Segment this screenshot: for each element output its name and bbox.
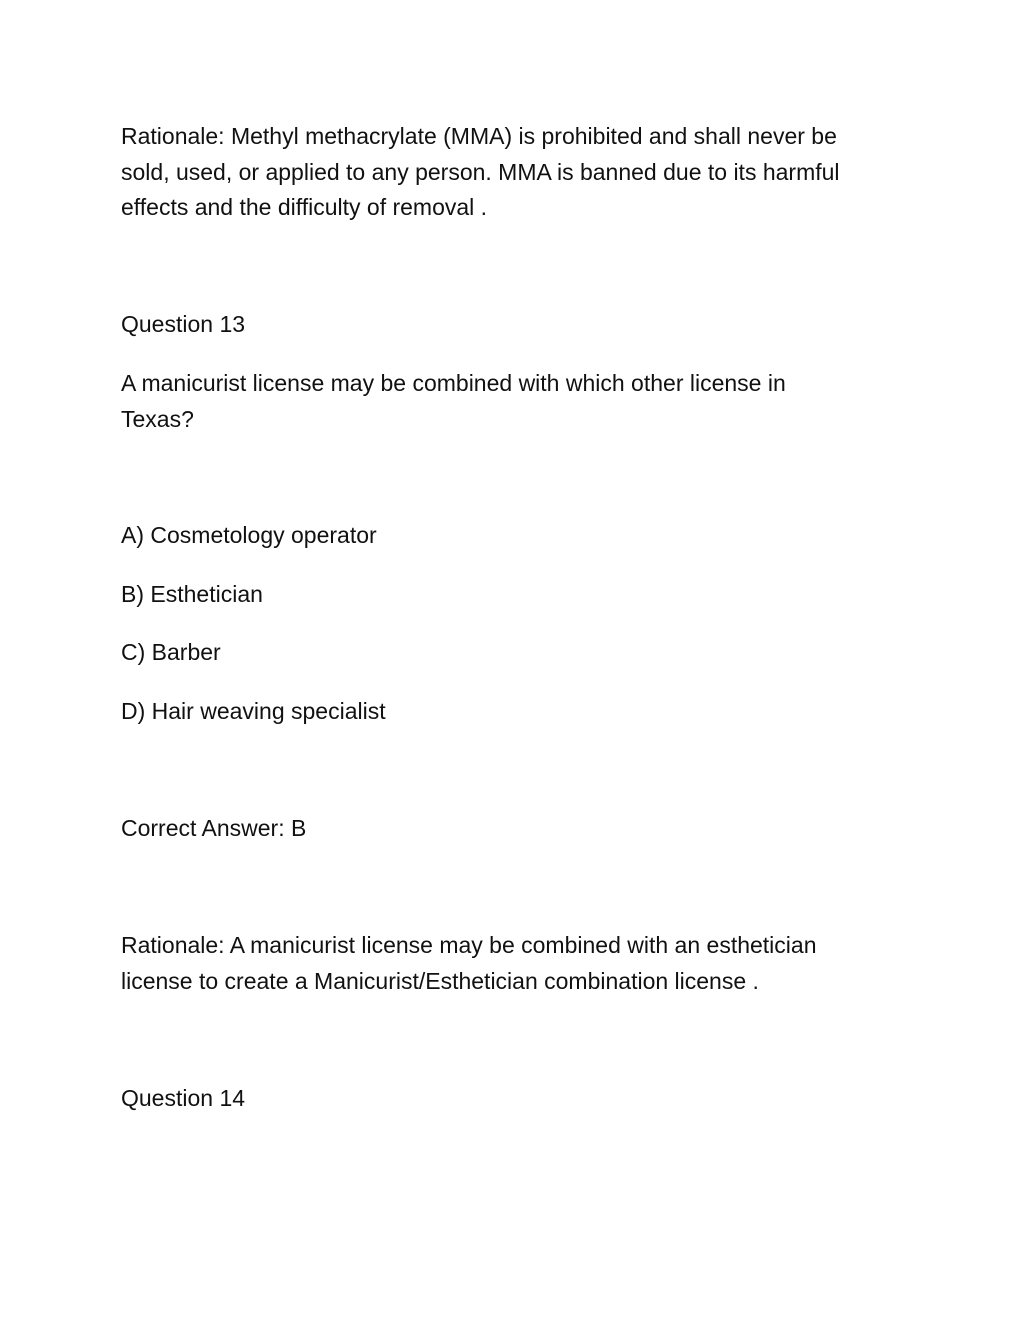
- rationale-q12-line: effects and the difficulty of removal .: [121, 194, 488, 220]
- rationale-q13-line: Rationale: A manicurist license may be combined with an esthetician: [121, 932, 817, 958]
- option-a: A) Cosmetology operator: [121, 522, 377, 548]
- question-14-heading: Question 14: [121, 1085, 246, 1111]
- question-13-prompt-line: Texas?: [121, 405, 194, 432]
- rationale-q12-line: Rationale: Methyl methacrylate (MMA) is prohibited and shall never be: [121, 123, 837, 149]
- rationale-q12-line: sold, used, or applied to any person. MMA is banned due to its harmful: [121, 158, 840, 185]
- option-d: D) Hair weaving specialist: [121, 698, 386, 724]
- question-13-prompt: [121, 366, 911, 437]
- rationale-q12: [121, 119, 911, 226]
- correct-answer: Correct Answer: B: [121, 815, 307, 841]
- rationale-q13: [121, 928, 911, 999]
- question-13-heading: Question 13: [121, 311, 246, 337]
- rationale-q13-line: license to create a Manicurist/Esthetician combination license .: [121, 967, 759, 994]
- question-13-prompt-line: A manicurist license may be combined with which other license in: [121, 370, 786, 396]
- option-c: C) Barber: [121, 639, 221, 665]
- option-b: B) Esthetician: [121, 581, 263, 607]
